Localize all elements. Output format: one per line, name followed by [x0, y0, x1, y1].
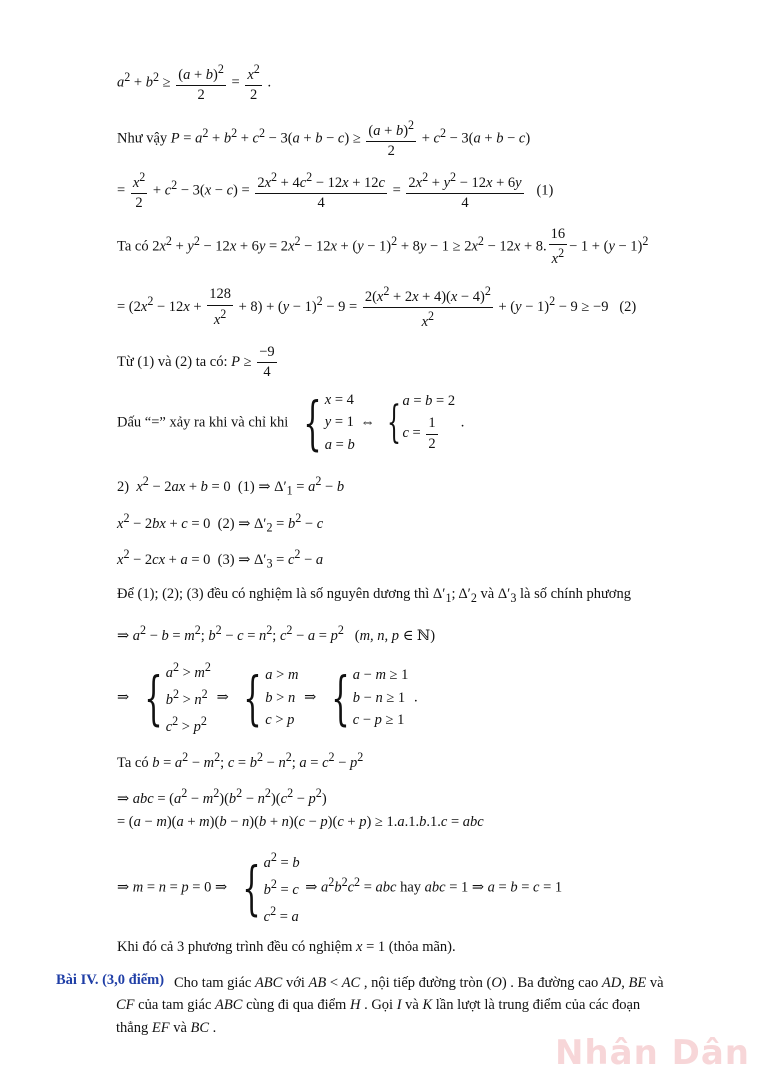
line-6: Từ (1) và (2) ta có: P ≥ $\frac{-9}{4}$: [117, 344, 275, 381]
line-16: = (a − m)(a + m)(b − n)(b + n)(c − p)(c + p) ≥ 1.a.1.b.1.c = abc: [117, 814, 484, 830]
line-17: ⇒ m = n = p = 0 ⇒ { $a^2 = b$ $b^2 = c$ $c^2 = a$ ⇒ $a^2b^2c^2$ = abc hay abc = 1 ⇒ a = b = c = 1: [117, 850, 563, 926]
line-8: 2) $x^2 - 2ax + b = 0$ (1) ⇒ $\Delta'_1 = a^2 - b$: [117, 474, 345, 498]
line-9: $x^2 - 2bx + c = 0$ (2) ⇒ $\Delta'_2 = b^2 - c$: [117, 511, 324, 535]
line-4: Ta có $2x^2 + y^2 - 12x + 6y = 2x^2 - 12x + (y - 1)^2 + 8y - 1 \ge 2x^2 - 12x + 8$. $\frac{16}{x^2}$ − $1 + (y - 1)^2$: [117, 226, 649, 268]
section-text: Cho tam giác ABC với AB < AC , nội tiếp đường tròn (O) . Ba đường cao AD, BE và CF của tam giác ABC cùng đi qua điểm H . Gọi I và K lần lượt là trung điểm của các đoạn thẳng EF và BC .: [116, 975, 668, 1036]
line-15: ⇒ abc = $(a^2 - m^2)(b^2 - n^2)(c^2 - p^2)$: [117, 786, 327, 807]
line-7: Dấu “=” xảy ra khi và chỉ khi { x = 4 y = 1 a = b ⇔ { a = b = 2 c = $\frac{1}{2}$ .: [117, 389, 465, 458]
line-2: Như vậy $P = a^2 + b^2 + c^2 - 3(a + b - c)$ ≥ $\frac{(a + b)^2}{2}$ + $c^2 - 3(a + b - c)$: [117, 118, 531, 160]
line-12: ⇒ $a^2 - b = m^2$; $b^2 - c = n^2$; $c^2 - a = p^2$ (m, n, p ∈ ℕ): [117, 623, 436, 644]
line-11: Để (1); (2); (3) đều có nghiệm là số nguyên dương thì $\Delta'_1$; $\Delta'_2$ và $\Delta'_3$ là số chính phương: [117, 586, 631, 605]
line-3: = $\frac{x^2}{2}$ + $c^2 - 3(x - c)$ = $\frac{2x^2 + 4c^2 - 12x + 12c}{4}$ = $\frac{2x^2 + y^2 - 12x + 6y}{4}$ (1): [117, 170, 554, 212]
line-1: $a^2 + b^2$ ≥ $\frac{(a + b)^2}{2}$ = $\frac{x^2}{2}$ .: [117, 62, 272, 104]
line-5: = ($2x^2 - 12x$ + $\frac{128}{x^2}$ + $8) + (y - 1)^2 - 9$ = $\frac{2(x^2 + 2x + 4)(x - 4)^2}{x^2}$ + $(y - 1)^2 - 9 \ge -9$ (2): [117, 284, 637, 331]
watermark-logo: Nhân Dân: [554, 1033, 750, 1073]
line-13: ⇒ { $a^2 > m^2$ $b^2 > n^2$ $c^2 > p^2$ ⇒ { a > m b > n c > p ⇒ { a − m ≥ 1 b − n ≥ 1 c − p ≥ 1 .: [117, 660, 418, 736]
line-14: Ta có $b = a^2 - m^2$; $c = b^2 - n^2$; $a = c^2 - p^2$: [117, 750, 364, 771]
line-18: Khi đó cả 3 phương trình đều có nghiệm x = 1 (thỏa mãn).: [117, 939, 456, 955]
line-10: $x^2 - 2cx + a = 0$ (3) ⇒ $\Delta'_3 = c^2 - a$: [117, 547, 324, 571]
section-title: Bài IV. (3,0 điểm): [56, 972, 165, 988]
